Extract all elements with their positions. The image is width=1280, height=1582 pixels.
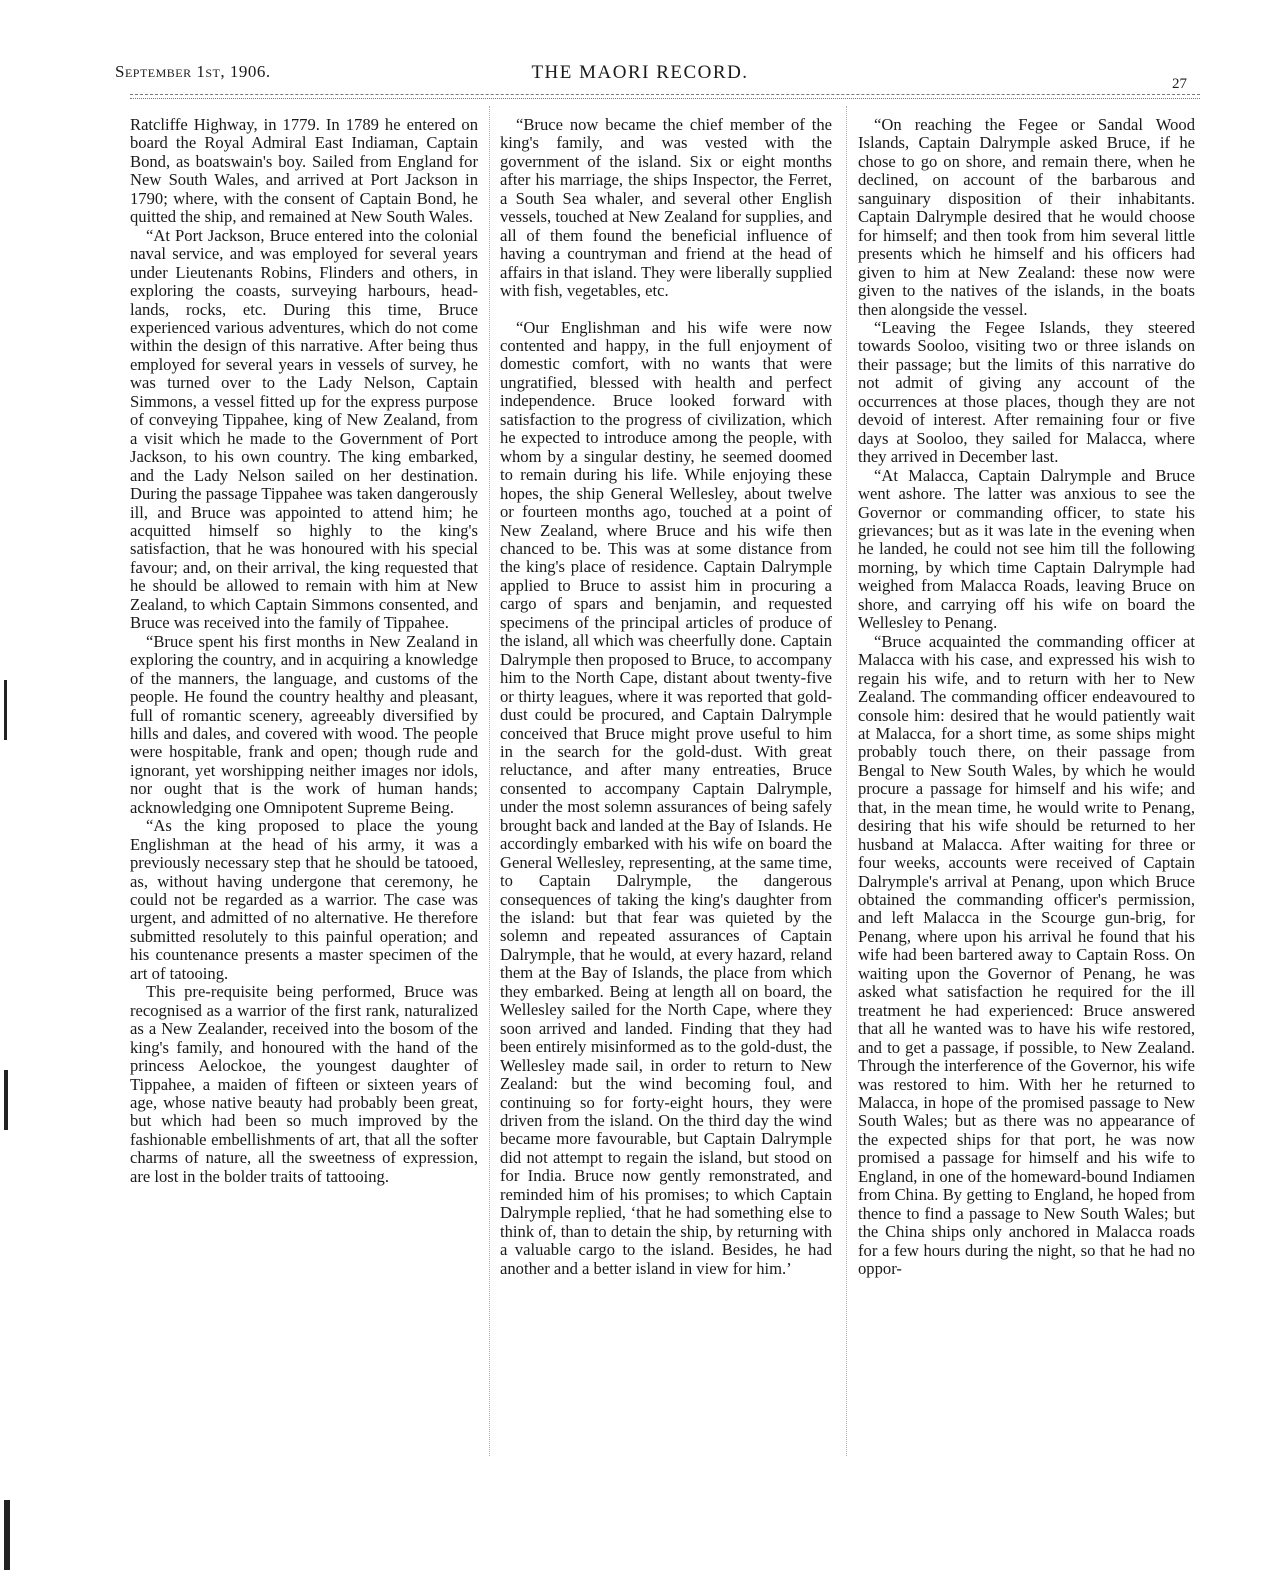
paragraph: This pre-requisite being performed, Bruce was recognised as a warrior of the first rank, naturalized as a New Zealander, received into the bosom of the king's family, and honoured with the hand of the princess Aelockoe, the youngest daughter of Tippahee, a maiden of fifteen or sixteen years of age, whose native beauty had probably been great, but which had been so much improved by the fashionable embellishments of art, that all the softer charms of nature, all the sweetness of expression, are lost in the bolder traits of tattooing. (130, 982, 478, 1186)
page-number: 27 (1172, 76, 1187, 92)
paragraph: “At Port Jackson, Bruce entered into the colonial naval service, and was employed for several years under Lieutenants Robins, Flinders and others, in exploring the coasts, surveying harbours, head-lands, rocks, etc. During this time, Bruce experienced various adventures, which do not come within the design of this narrative. After being thus employed for several years in vessels of survey, he was turned over to the Lady Nelson, Captain Simmons, a vessel fitted up for the express purpose of conveying Tippahee, king of New Zealand, from a visit which he made to the Government of Port Jackson, to his own country. The king embarked, and the Lady Nelson sailed on her destination. During the passage Tippahee was taken dangerously ill, and Bruce was appointed to attend him; he acquitted himself so highly to the king's satisfaction, that he was honoured with his special favour; and, on their arrival, the king requested that he should be allowed to remain with him at New Zealand, to which Captain Simmons consented, and Bruce was received into the family of Tippahee. (130, 225, 478, 633)
article-column-2 (500, 116, 832, 1278)
paragraph: “Our Englishman and his wife were now contented and happy, in the full enjoyment of domestic comfort, with no wants that were ungratified, blessed with health and perfect independence. Bruce looked forward with satisfaction to the progress of civilization, which he expected to introduce among the people, with whom by a singular destiny, he seemed doomed to remain during his life. While enjoying these hopes, the ship General Wellesley, about twelve or fourteen months ago, touched at a point of New Zealand, where Bruce and his wife then chanced to be. This was at some distance from the king's place of residence. Captain Dalrymple applied to Bruce to assist him in procuring a cargo of spars and benjamin, and requested specimens of the principal articles of produce of the island, all which was cheerfully done. Captain Dalrymple then proposed to Bruce, to accompany him to the North Cape, distant about twenty-five or thirty leagues, where it was reported that gold-dust could be procured, and Captain Dalrymple conceived that Bruce might prove useful to him in the search for the gold-dust. With great reluctance, and after many entreaties, Bruce consented to accompany Captain Dalrymple, under the most solemn assurances of being safely brought back and landed at the Bay of Islands. He accordingly embarked with his wife on board the General Wellesley, representing, at the same time, to Captain Dalrymple, the dangerous consequences of taking the king's daughter from the island: but that fear was quieted by the solemn and repeated assurances of Captain Dalrymple, that he would, at every hazard, reland them at the Bay of Islands, the place from which they embarked. Being at length all on board, the Wellesley sailed for the North Cape, where they soon arrived and landed. Finding that they had been entirely misinformed as to the gold-dust, the Wellesley made sail, in order to return to New Zealand: but the wind becoming foul, and continuing so for forty-eight hours, they were driven from the island. On the third day the wind became more favourable, but Captain Dalrymple did not attempt to regain the island, but stood on for India. Bruce now gently remonstrated, and reminded him of his promises; to which Captain Dalrymple replied, ‘that he had something else to think of, than to detain the ship, by returning with a valuable cargo to the island. Besides, he had another and a better island in view for him.’ (500, 317, 832, 1278)
paragraph: “As the king proposed to place the young Englishman at the head of his army, it was a previously necessary step that he should be tatooed, as, without having undergone that ceremony, he could not be regarded as a warrior. The case was urgent, and admitted of no alternative. He therefore submitted resolutely to this painful operation; and his countenance presents a master specimen of the art of tatooing. (130, 816, 478, 983)
header-rule (130, 94, 1200, 95)
article-column-1 (130, 116, 478, 1186)
paragraph: “Bruce now became the chief member of the king's family, and was vested with the government of the island. Six or eight months after his marriage, the ships Inspector, the Ferret, a South Sea whaler, and several other English vessels, touched at New Zealand for supplies, and all of them found the beneficial influence of having a countryman and friend at the head of affairs in that island. They were liberally supplied with fish, vegetables, etc. (500, 115, 832, 301)
paragraph: “At Malacca, Captain Dalrymple and Bruce went ashore. The latter was anxious to see the Governor or commanding officer, to state his grievances; but as it was late in the evening when he landed, he could not see him till the following morning, by which time Captain Dalrymple had weighed from Malacca Roads, leaving Bruce on shore, and carrying off his wife on board the Wellesley to Penang. (858, 465, 1195, 633)
scan-edge-mark (4, 1500, 10, 1570)
column-divider (846, 106, 847, 1456)
paragraph: “On reaching the Fegee or Sandal Wood Islands, Captain Dalrymple asked Bruce, if he chose to go on shore, and remain there, when he declined, on account of the barbarous and sanguinary disposition of their inhabitants. Captain Dalrymple desired that he would choose for himself; and then took from him several little presents which he himself and his officers had given to him at New Zealand: these now were given to the natives of the islands, in the boats then alongside the vessel. (858, 115, 1195, 319)
article-column-3 (858, 116, 1195, 1279)
paragraph: “Leaving the Fegee Islands, they steered towards Sooloo, visiting two or three islands on their passage; but the limits of this narrative do not admit of giving any account of the occurrences at those places, though they are not devoid of interest. After remaining four or five days at Sooloo, they sailed for Malacca, where they arrived in December last. (858, 317, 1195, 467)
column-divider (489, 106, 490, 1456)
issue-date: September 1st, 1906. (115, 62, 271, 81)
header-rule-secondary (130, 98, 1200, 99)
publication-title: THE MAORI RECORD. (531, 62, 749, 83)
paragraph: Ratcliffe Highway, in 1779. In 1789 he entered on board the Royal Admiral East Indiaman, Captain Bond, as boatswain's boy. Sailed from England for New South Wales, and arrived at Port Jackson in 1790; where, with the consent of Captain Bond, he quitted the ship, and remained at New South Wales. (130, 115, 478, 227)
scan-edge-mark (4, 680, 7, 740)
scan-edge-mark (4, 1070, 8, 1130)
paragraph: “Bruce spent his first months in New Zealand in exploring the country, and in acquiring a knowledge of the manners, the language, and customs of the people. He found the country healthy and pleasant, full of romantic scenery, agreeably diversified by hills and dales, and covered with wood. The people were hospitable, frank and open; though rude and ignorant, yet worshipping neither images nor idols, nor ought that is the work of human hands; acknowledging one Omnipotent Supreme Being. (130, 631, 478, 817)
paragraph: “Bruce acquainted the commanding officer at Malacca with his case, and expressed his wish to regain his wife, and to return with her to New Zealand. The commanding officer endeavoured to console him: desired that he would patiently wait at Malacca, for a short time, as some ships might probably touch there, on their passage from Bengal to New South Wales, by which he would procure a passage for himself and his wife; and that, in the mean time, he would write to Penang, desiring that his wife should be returned to her husband at Malacca. After waiting for three or four weeks, accounts were received of Captain Dalrymple's arrival at Penang, upon which Bruce obtained the commanding officer's permission, and left Malacca in the Scourge gun-brig, for Penang, where upon his arrival he found that his wife had been bartered away to Captain Ross. On waiting upon the Governor of Penang, he was asked what satisfaction he required for the ill treatment he had experienced: Bruce answered that all he wanted was to have his wife restored, and to get a passage, if possible, to New Zealand. Through the interference of the Governor, his wife was restored to him. With her he returned to Malacca, in hope of the promised passage to New South Wales; but as there was no appearance of the expected ships for that port, he was now promised a passage for himself and his wife to England, in one of the homeward-bound Indiamen from China. By getting to England, he hoped from thence to find a passage to New South Wales; but the China ships only anchored in Malacca roads for a few hours during the night, so that he had no oppor- (858, 631, 1195, 1279)
